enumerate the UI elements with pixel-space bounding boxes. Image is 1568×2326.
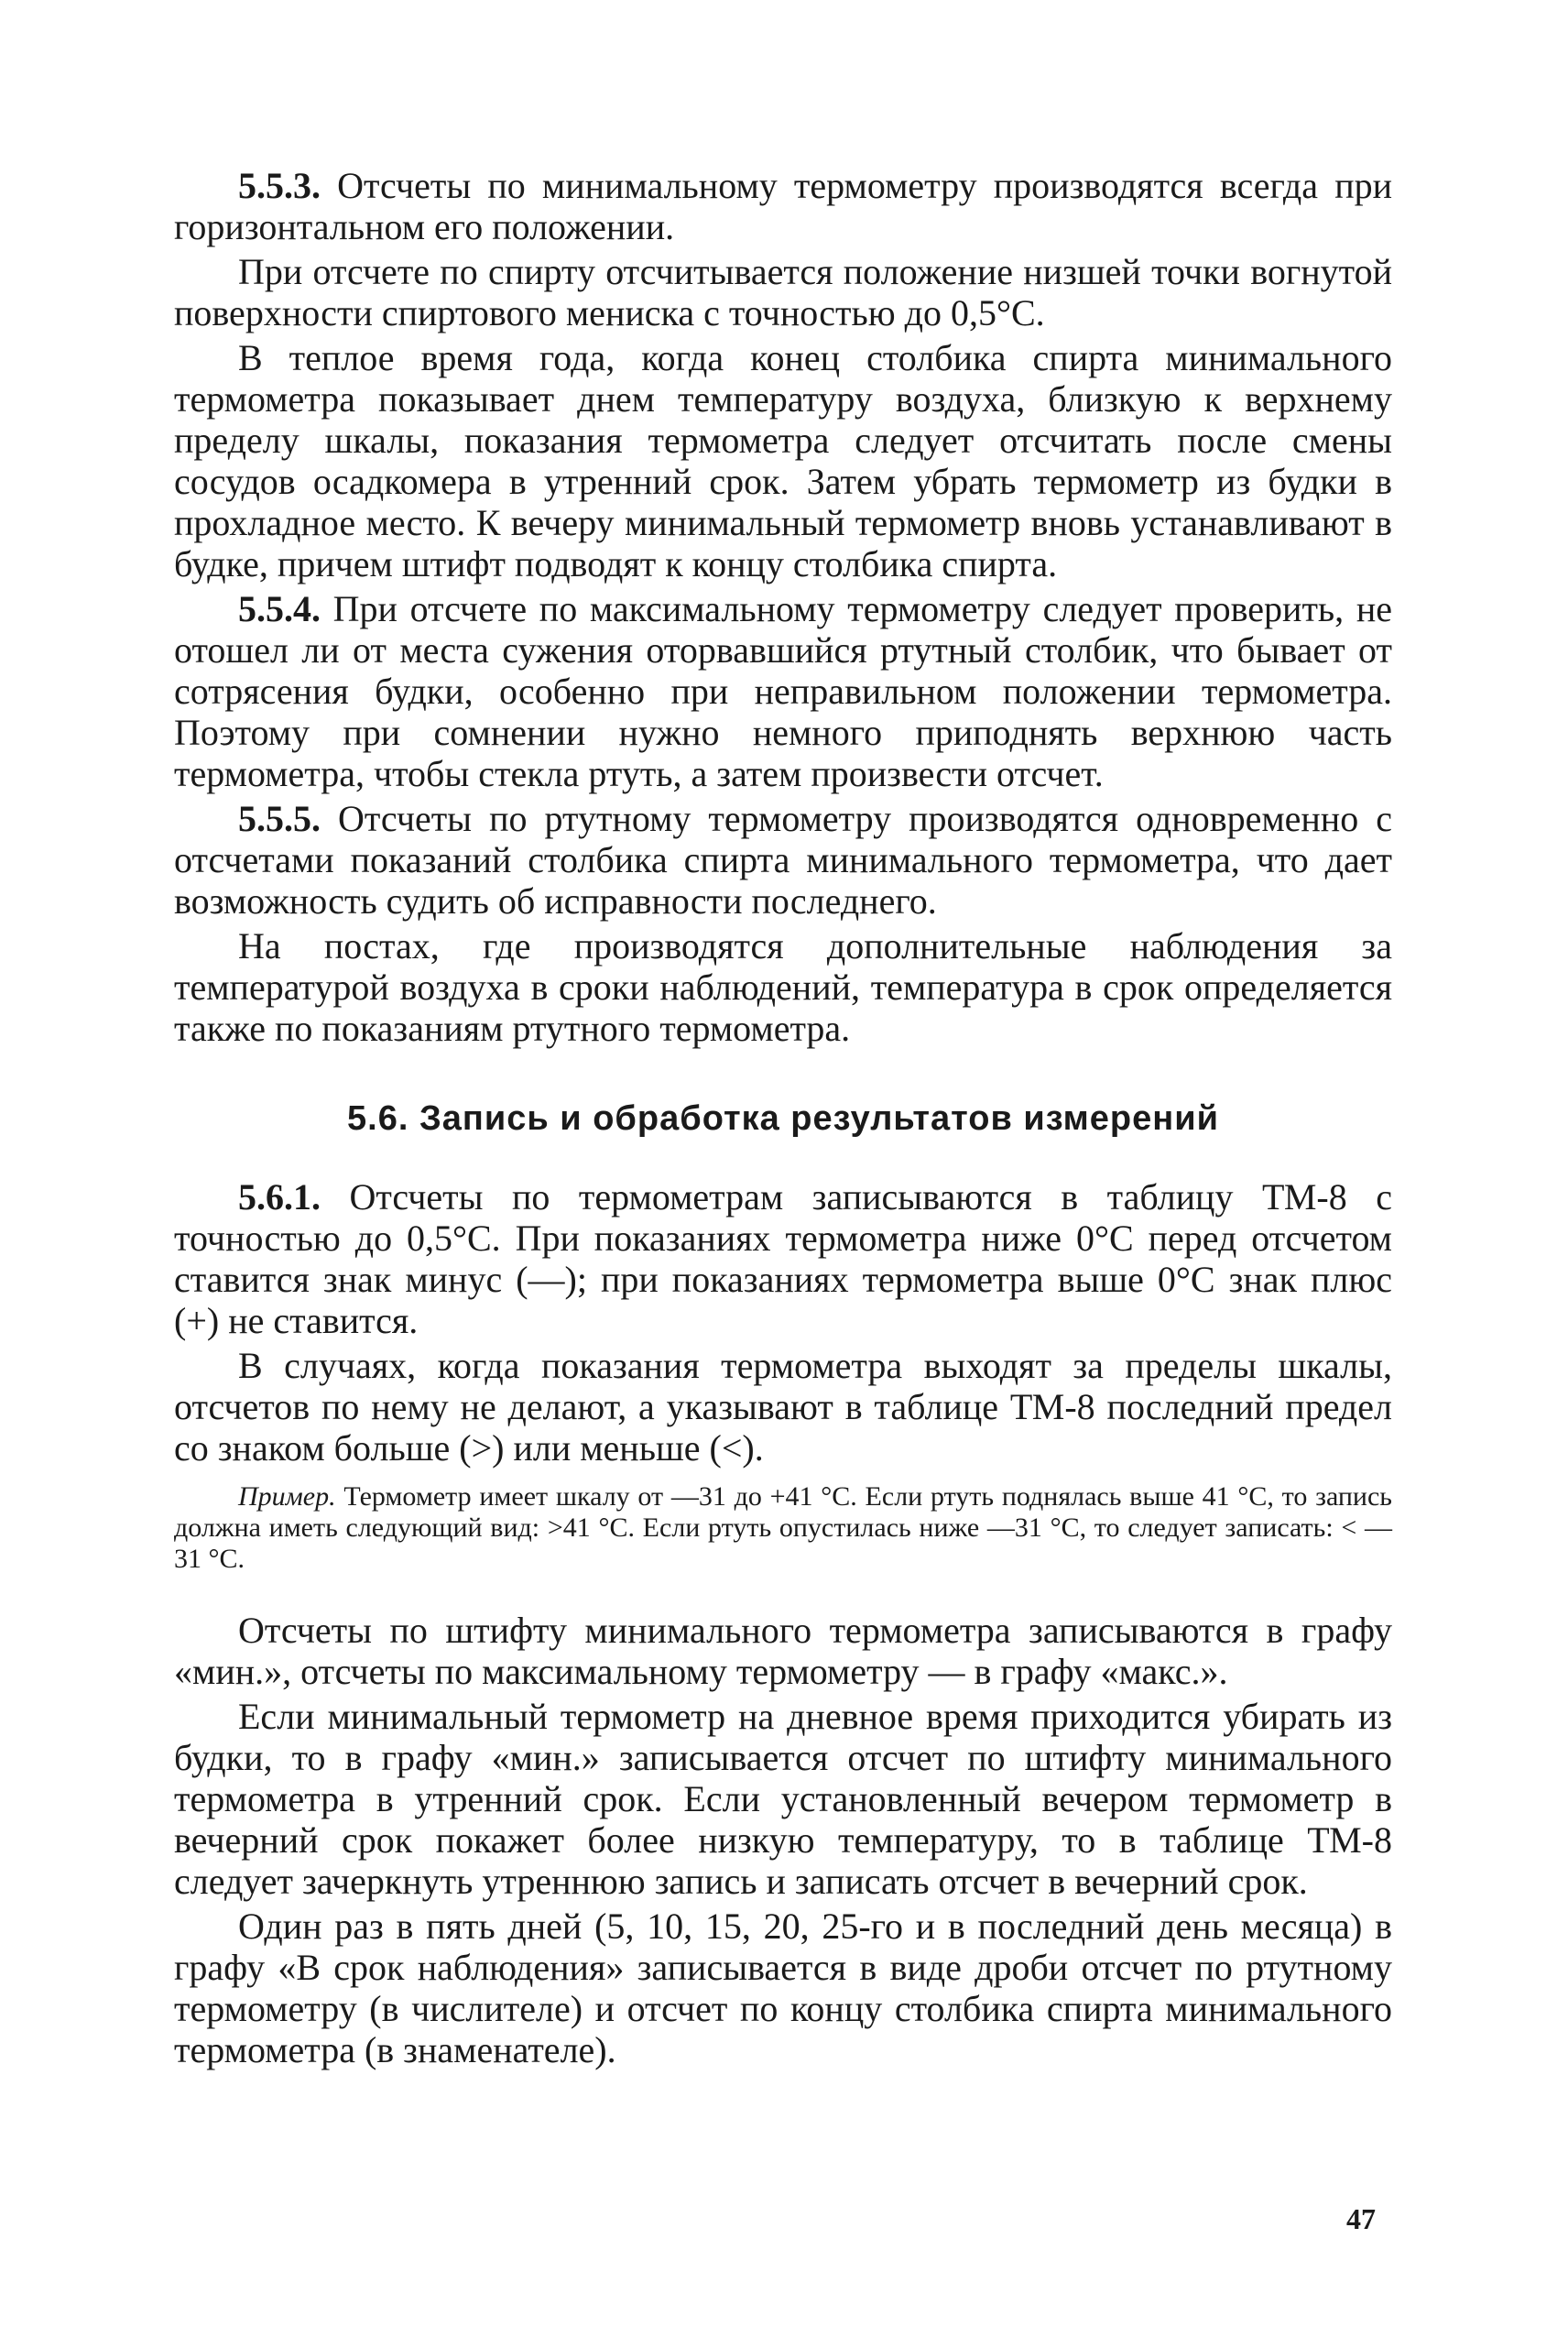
paragraph-alcohol-reading [174, 251, 1392, 333]
paragraph-daytime-removal [174, 1696, 1392, 1902]
page-number: 47 [1346, 2202, 1376, 2235]
paragraph-five-days [174, 1906, 1392, 2070]
paragraph-out-of-scale [174, 1345, 1392, 1469]
paragraph-text: Отсчеты по термометрам записываются в таблицу ТМ-8 с точностью до 0,5°С. При показаниях термометра ниже 0°С перед отсчетом ставится знак минус (—); при показаниях термометра выше 0°С знак плюс (+) не ставится. [174, 1176, 1392, 1341]
paragraph-5-5-4 [174, 588, 1392, 794]
paragraph-text: Один раз в пять дней (5, 10, 15, 20, 25-го и в последний день месяца) в графу «В срок наблюдения» записывается в виде дроби отсчет по ртутному термометру (в числителе) и отсчет по концу столбика спирта минимального термометра (в знаменателе). [174, 1906, 1392, 2070]
paragraph-5-5-5 [174, 798, 1392, 922]
clause-number: 5.6.1. [238, 1176, 321, 1218]
example-note [174, 1481, 1392, 1575]
paragraph-text: Отсчеты по штифту минимального термометра записываются в графу «мин.», отсчеты по максимальному термометру — в графу «макс.». [174, 1610, 1392, 1692]
paragraph-text: В теплое время года, когда конец столбика спирта минимального термометра показывает днем температуру воздуха, близкую к верхнему пределу шкалы, показания термометра следует отсчитать после смены сосудов осадкомера в утренний срок. Затем убрать термометр из будки в прохладное место. К вечеру минимальный термометр вновь устанавливают в будке, причем штифт подводят к концу столбика спирта. [174, 337, 1392, 584]
paragraph-text: Отсчеты по минимальному термометру производятся всегда при горизонтальном его положении. [174, 165, 1392, 247]
paragraph-posts [174, 925, 1392, 1049]
paragraph-text: На постах, где производятся дополнительные наблюдения за температурой воздуха в сроки наблюдений, температура в срок определяется также по показаниям ртутного термометра. [174, 925, 1392, 1049]
paragraph-text: Если минимальный термометр на дневное время приходится убирать из будки, то в графу «мин.» записывается отсчет по штифту минимального термометра в утренний срок. Если установленный вечером термометр в вечерний срок покажет более низкую температуру, то в таблице ТМ-8 следует зачеркнуть утреннюю запись и записать отсчет в вечерний срок. [174, 1696, 1392, 1902]
paragraph-pin-readings [174, 1610, 1392, 1692]
paragraph-text: При отсчете по максимальному термометру следует проверить, не отошел ли от места сужения оторвавшийся ртутный столбик, что бывает от сотрясения будки, особенно при неправильном положении термометра. Поэтому при сомнении нужно немного приподнять верхнюю часть термометра, чтобы стекла ртуть, а затем произвести отсчет. [174, 588, 1392, 794]
document-page [174, 165, 1392, 2074]
paragraph-5-6-1 [174, 1176, 1392, 1341]
clause-number: 5.5.3. [238, 165, 321, 206]
paragraph-5-5-3 [174, 165, 1392, 247]
paragraph-warm-season [174, 337, 1392, 584]
clause-number: 5.5.5. [238, 798, 321, 839]
paragraph-text: Отсчеты по ртутному термометру производятся одновременно с отсчетами показаний столбика спирта минимального термометра, что дает возможность судить об исправности последнего. [174, 798, 1392, 922]
paragraph-text: В случаях, когда показания термометра выходят за пределы шкалы, отсчетов по нему не делают, а указывают в таблице ТМ-8 последний предел со знаком больше (>) или меньше (<). [174, 1345, 1392, 1469]
paragraph-text: При отсчете по спирту отсчитывается положение низшей точки вогнутой поверхности спиртового мениска с точностью до 0,5°С. [174, 251, 1392, 333]
section-title: 5.6. Запись и обработка результатов измерений [347, 1099, 1219, 1138]
example-lead: Пример. [238, 1481, 336, 1512]
example-text: Термометр имеет шкалу от —31 до +41 °С. Если ртуть поднялась выше 41 °С, то запись должна иметь следующий вид: >41 °С. Если ртуть опустилась ниже —31 °С, то следует записать: < —31 °С. [174, 1481, 1392, 1574]
clause-number: 5.5.4. [238, 588, 321, 629]
